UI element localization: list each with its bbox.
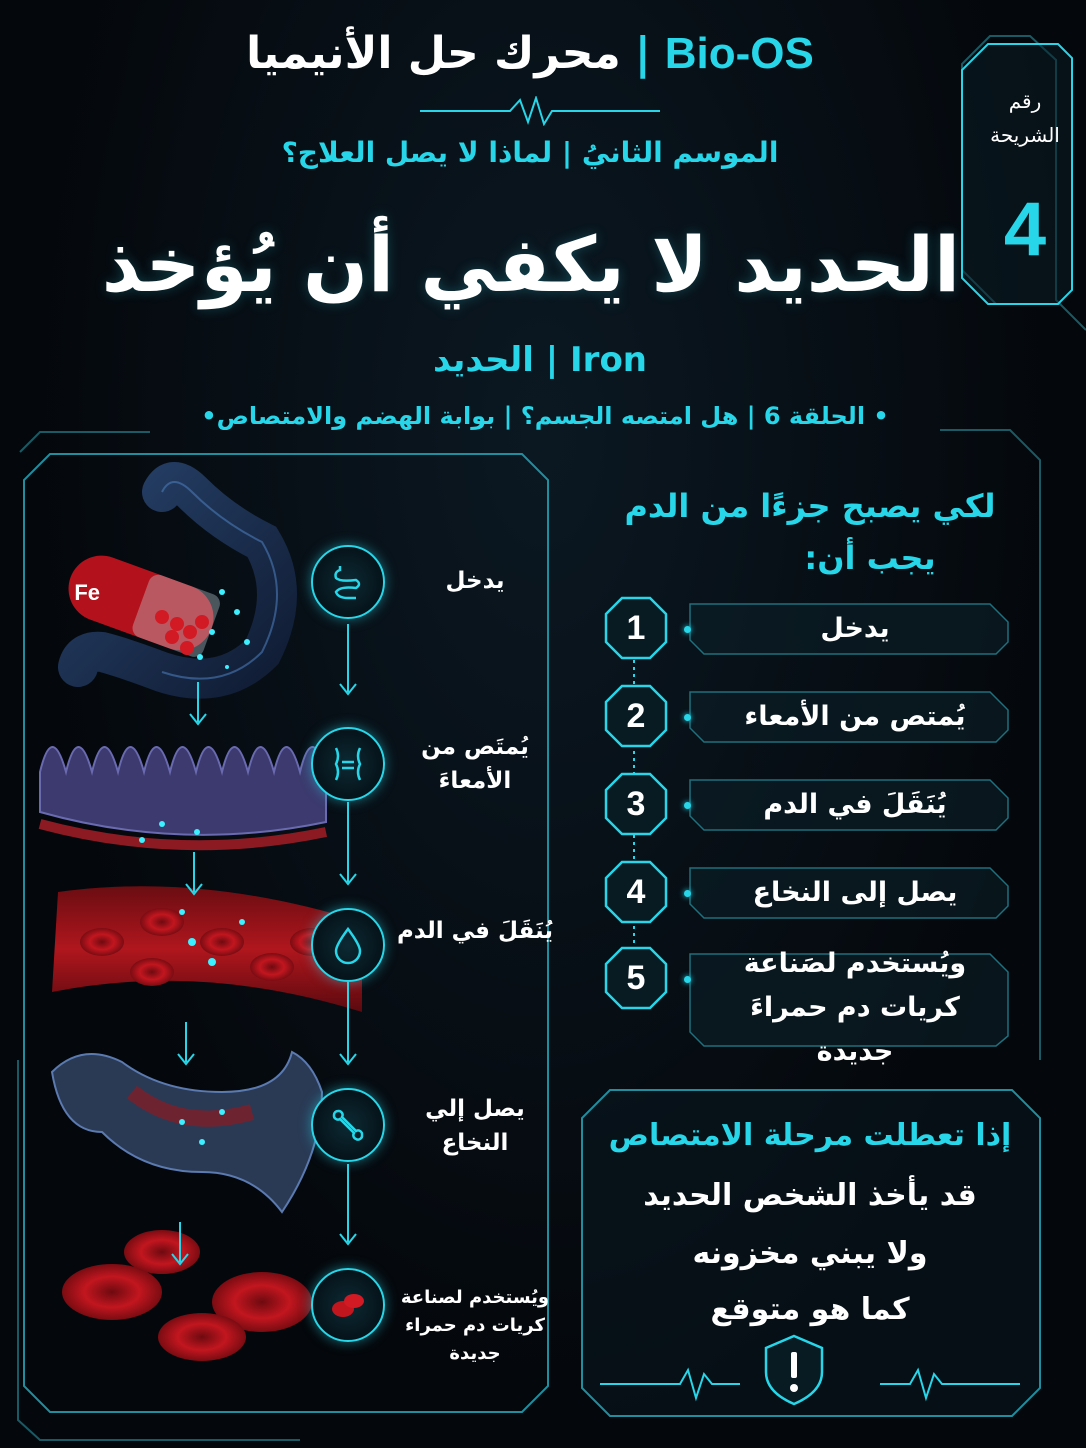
- requirement-number: 1: [626, 609, 646, 647]
- title-separator: |: [634, 28, 651, 79]
- pathway-step-label: يُنَقَلَ في الدم: [396, 918, 554, 944]
- requirement-number: 5: [626, 959, 646, 997]
- season-subtitle: الموسم الثانيُ | لماذا لا يصل العلاج؟: [281, 136, 779, 169]
- requirement-item: [600, 860, 1020, 926]
- red-cells-icon: [311, 1268, 385, 1342]
- requirement-number: 4: [626, 873, 646, 911]
- intestine-icon: [311, 545, 385, 619]
- slide-number: 4: [1003, 187, 1047, 272]
- app-title: [150, 28, 910, 79]
- warning-line: كما هو متوقع: [710, 1292, 910, 1327]
- absorption-pathway-panel: [22, 452, 554, 1414]
- pathway-step-label: يصل إلي النخاع: [425, 1096, 525, 1156]
- warning-title: إذا تعطلت مرحلة الامتصاص: [608, 1118, 1012, 1153]
- villi-icon: [311, 727, 385, 801]
- requirement-text: ويُستخدم لصَناعة كريات دم حمراءَ جديدة: [743, 948, 967, 1067]
- requirements-title-line1: لكي يصبح جزءًا من الدم: [624, 487, 996, 525]
- episode-label: • الحلقة 6 | هل امتصه الجسم؟ | بوابة الهضم والامتصاص•: [201, 402, 889, 430]
- requirement-item: [600, 596, 1020, 662]
- requirement-text: يُنَقَلَ في الدم: [763, 789, 947, 820]
- warning-line: ولا يبني مخزونه: [692, 1236, 928, 1271]
- requirement-text: يصل إلى النخاع: [752, 877, 958, 908]
- heartbeat-icon: [420, 96, 660, 126]
- bone-icon: [311, 1088, 385, 1162]
- requirement-text: يُمتص من الأمعاء: [744, 701, 966, 732]
- warning-shield-icon: [762, 1334, 826, 1406]
- brand-name: Bio-OS: [664, 29, 814, 78]
- requirement-item: [600, 772, 1020, 838]
- pill-label: Fe: [74, 580, 100, 605]
- pathway-step-label: يُمتَص من الأمعاءَ: [421, 734, 529, 794]
- slide-number-label: رقم الشريحة: [990, 89, 1060, 147]
- subject-label: Iron | الحديد: [432, 340, 648, 380]
- requirement-text: يدخل: [820, 613, 890, 644]
- requirements-title-line2: يجب أن:: [804, 539, 936, 577]
- requirement-item: [600, 946, 1020, 1067]
- main-title: الحديد لا يكفي أن يُؤخذ: [101, 220, 960, 309]
- requirement-number: 2: [626, 697, 646, 735]
- requirements-title: [590, 480, 1030, 584]
- engine-name: محرك حل الأنيميا: [246, 28, 621, 79]
- requirement-number: 3: [626, 785, 646, 823]
- warning-line: قد يأخذ الشخص الحديد: [643, 1178, 977, 1213]
- requirement-item: [600, 684, 1020, 750]
- pathway-step-label: ويُستخدم لصناعة كريات دم حمراء جديدة: [400, 1287, 550, 1364]
- blood-drop-icon: [311, 908, 385, 982]
- pathway-step-label: يدخل: [445, 568, 505, 594]
